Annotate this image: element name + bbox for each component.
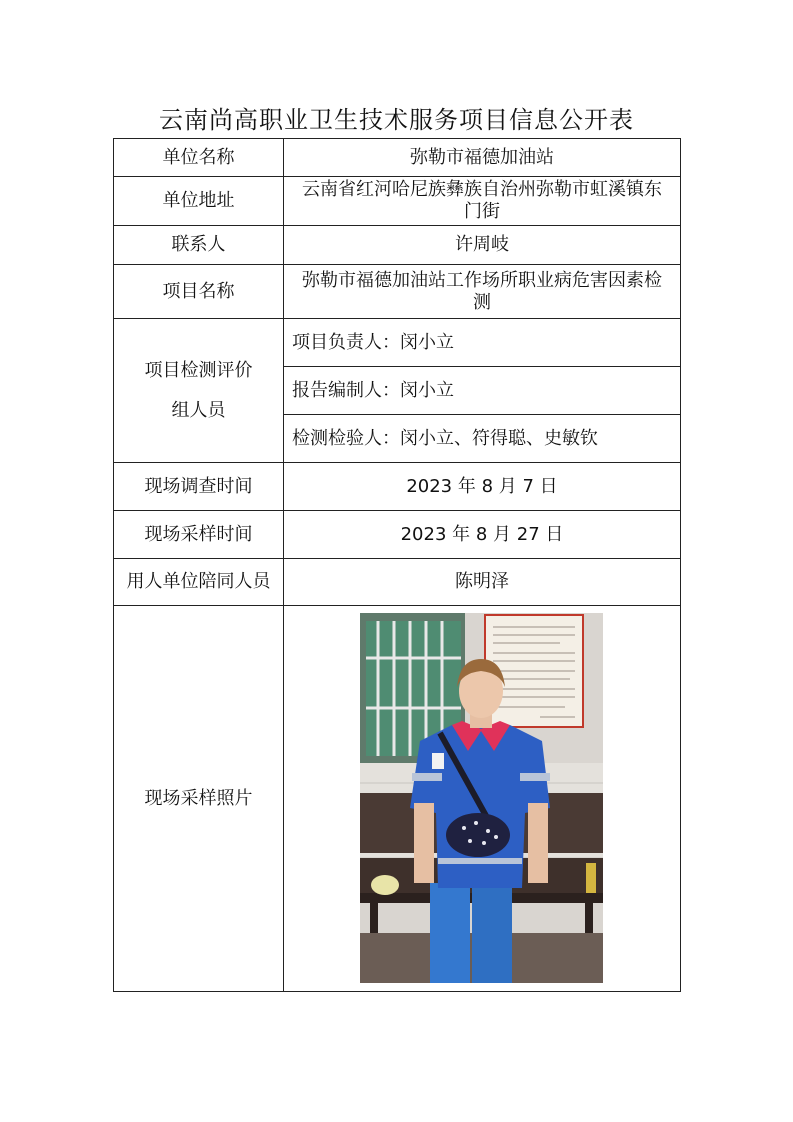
sampling-date-value: 2023 年 8 月 27 日 bbox=[283, 510, 681, 559]
worker-photo-illustration bbox=[360, 613, 603, 983]
project-name-label: 项目名称 bbox=[113, 264, 284, 319]
project-name-value: 弥勒市福德加油站工作场所职业病危害因素检测 bbox=[283, 264, 681, 319]
unit-address-label: 单位地址 bbox=[113, 176, 284, 226]
survey-date-value: 2023 年 8 月 7 日 bbox=[283, 462, 681, 511]
unit-name-label: 单位名称 bbox=[113, 138, 284, 177]
team-label: 项目检测评价组人员 bbox=[113, 318, 284, 463]
unit-address-value: 云南省红河哈尼族彝族自治州弥勒市虹溪镇东门街 bbox=[283, 176, 681, 226]
escort-label: 用人单位陪同人员 bbox=[113, 558, 284, 606]
team-inspectors: 检测检验人：闵小立、符得聪、史敏钦 bbox=[283, 414, 681, 463]
survey-date-label: 现场调查时间 bbox=[113, 462, 284, 511]
contact-label: 联系人 bbox=[113, 225, 284, 265]
site-sampling-photo bbox=[360, 613, 603, 983]
info-table bbox=[113, 138, 681, 992]
sampling-date-label: 现场采样时间 bbox=[113, 510, 284, 559]
contact-value: 许周岐 bbox=[283, 225, 681, 265]
escort-value: 陈明泽 bbox=[283, 558, 681, 606]
unit-name-value: 弥勒市福德加油站 bbox=[283, 138, 681, 177]
photo-label: 现场采样照片 bbox=[113, 605, 284, 992]
page-title: 云南尚高职业卫生技术服务项目信息公开表 bbox=[159, 106, 634, 134]
team-report-author: 报告编制人：闵小立 bbox=[283, 366, 681, 415]
team-leader: 项目负责人：闵小立 bbox=[283, 318, 681, 367]
